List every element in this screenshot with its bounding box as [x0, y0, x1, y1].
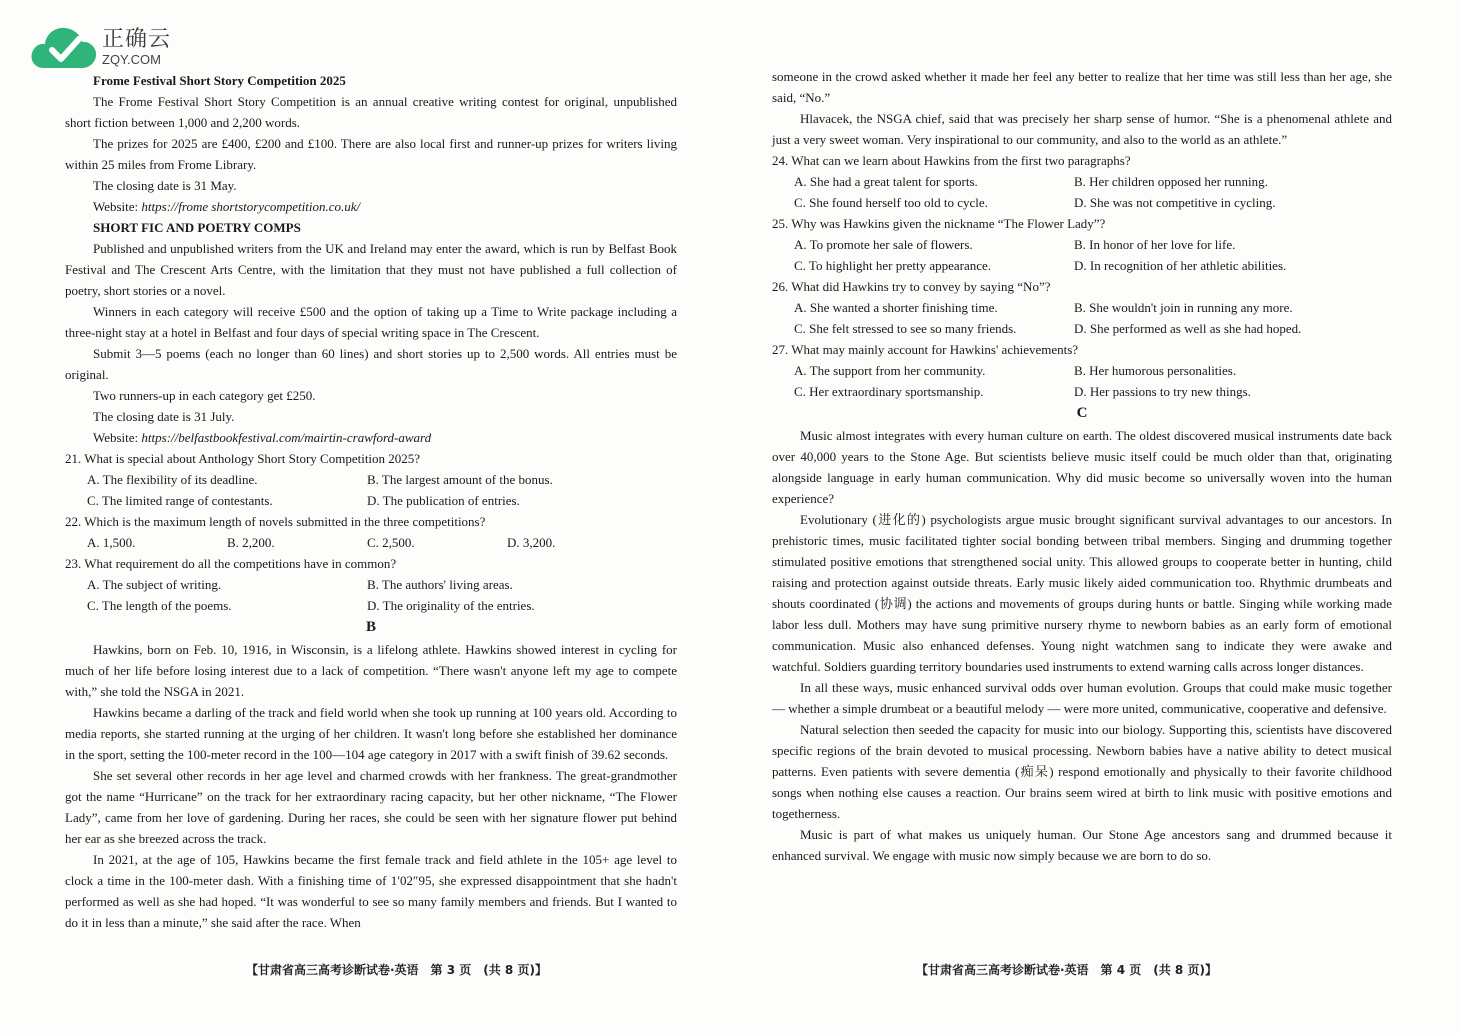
option: A. 1,500. [87, 535, 136, 550]
frome-paragraph: The Frome Festival Short Story Competition is an annual creative writing contest for original, unpublished short fiction between 1,000 and 2,200 words. [65, 94, 677, 130]
frome-url: https://frome shortstorycompetition.co.uk/ [141, 199, 361, 214]
question-25-options [772, 234, 1392, 276]
option: C. The length of the poems. [87, 598, 232, 613]
option: A. The support from her community. [794, 363, 986, 378]
option: B. She wouldn't join in running any more. [1074, 300, 1293, 315]
question-25: 25. Why was Hawkins given the nickname “The Flower Lady”? [772, 216, 1106, 231]
option: D. The publication of entries. [367, 493, 520, 508]
option: C. She felt stressed to see so many friends. [794, 321, 1017, 336]
option: C. She found herself too old to cycle. [794, 195, 988, 210]
passage-b-paragraph: She set several other records in her age level and charmed crowds with her frankness. The great-grandmother got the name “Hurricane” on the track for her extraordinary racing capacity, but her other nickname, “The Flower Lady”, came from her love of gardening. During her races, she could be seen with her signature flower put behind her ear as she breezed across the track. [65, 768, 677, 846]
logo-sub-text: ZQY.COM [102, 51, 161, 67]
section-b-heading: B [365, 619, 376, 635]
frome-paragraph: The prizes for 2025 are £400, £200 and £100. There are also local first and runner-up prizes for writers living within 25 miles from Frome Library. [65, 136, 677, 172]
option: A. To promote her sale of flowers. [794, 237, 973, 252]
frome-website [65, 196, 677, 217]
short-fic-paragraph: Winners in each category will receive £500 and the option of taking up a Time to Write package including a three-night stay at a hotel in Belfast and four days of special writing space in The Crescent. [65, 304, 677, 340]
short-fic-paragraph: Submit 3—5 poems (each no longer than 60 lines) and short stories up to 2,500 words. All entries must be original. [65, 346, 677, 382]
passage-c-paragraph: Evolutionary (进化的) psychologists argue music brought significant survival advantages to our ancestors. In prehistoric times, music facilitated tighter social bonding between tribal members. Singing and drumming together stimulated positive emotions that strengthened social unity. This allowed groups to cooperate better in hunting, child raising and protection against outside threats. Early music likely aided communication too. Rhythmic drumbeats and shouts coordinated (协调) the actions and movements of groups during hunts or battle. Singing while working made labor less dull. Mothers may have sung primitive nursery rhyme to newborn babies as an early form of emotional communication. Music also enhanced defenses. Young night watchmen sang to indicate they were awake and watchful. Soldiers guarding territory boundaries used instruments to extend warning calls across longer distances. [772, 512, 1392, 674]
short-fic-url: https://belfastbookfestival.com/mairtin-crawford-award [141, 430, 432, 445]
passage-c-paragraph: Music almost integrates with every human culture on earth. The oldest discovered musical instruments date back over 40,000 years to the Stone Age. But scientists believe music itself could be much older than that, originating alongside language in early human communication. Why did music become so universally woven into the human experience? [772, 428, 1392, 506]
option: C. To highlight her pretty appearance. [794, 258, 992, 273]
option: A. The subject of writing. [87, 577, 222, 592]
option: D. She was not competitive in cycling. [1074, 195, 1276, 210]
passage-c-paragraph: Natural selection then seeded the capacity for music into our biology. Supporting this, scientists have discovered specific regions of the brain devoted to musical processing. Newborn babies have a native ability to detect musical patterns. Even patients with severe dementia (痴呆) respond emotionally and physically to their favorite childhood songs when nothing else causes a reaction. Our brains seem wired at birth to link music with positive emotions and togetherness. [772, 722, 1392, 821]
cloud-check-icon [30, 22, 98, 72]
passage-b-paragraph: Hawkins, born on Feb. 10, 1916, in Wisconsin, is a lifelong athlete. Hawkins showed interest in cycling for much of her life before losing interest due to a lack of competition. “There wasn't anyone left my age to compete with,” she told the NSGA in 2021. [65, 642, 677, 699]
question-22-options [65, 532, 677, 553]
page-footer-left: 【甘肃省高三高考诊断试卷·英语 第 3 页 (共 8 页)】 [246, 963, 547, 977]
option: A. She had a great talent for sports. [794, 174, 978, 189]
page-footer-right: 【甘肃省高三高考诊断试卷·英语 第 4 页 (共 8 页)】 [916, 963, 1217, 977]
option: C. The limited range of contestants. [87, 493, 273, 508]
frome-title: Frome Festival Short Story Competition 2025 [93, 73, 346, 88]
option: B. The authors' living areas. [367, 577, 513, 592]
question-26-options [772, 297, 1392, 339]
question-21-options [65, 469, 677, 511]
question-24-options [772, 171, 1392, 213]
option: D. The originality of the entries. [367, 598, 535, 613]
passage-b-paragraph: In 2021, at the age of 105, Hawkins became the first female track and field athlete in the 105+ age level to clock a time in the 100-meter dash. With a finishing time of 1′02″95, she expressed disappointment that she hadn't performed as well as she had hoped. “It was wonderful to see so many family members and friends. But I wanted to do it in less than a minute,” she said after the race. When [65, 852, 677, 930]
short-fic-paragraph: Published and unpublished writers from the UK and Ireland may enter the award, which is run by Belfast Book Festival and The Crescent Arts Centre, with the limitation that they must not have published a full collection of poetry, short stories or a novel. [65, 241, 677, 298]
option: A. She wanted a shorter finishing time. [794, 300, 998, 315]
question-22: 22. Which is the maximum length of novels submitted in the three competitions? [65, 514, 486, 529]
left-page [65, 70, 677, 933]
passage-b-paragraph: Hawkins became a darling of the track and field world when she took up running at 100 years old. According to media reports, she started running at the urging of her children. It wasn't long before she established her dominance in the sport, setting the 100-meter record in the 100—104 age category in 2017 with a swift finish of 39.62 seconds. [65, 705, 677, 762]
question-21: 21. What is special about Anthology Short Story Competition 2025? [65, 451, 421, 466]
option: D. She performed as well as she had hoped. [1074, 321, 1302, 336]
question-27-options [772, 360, 1392, 402]
passage-c-paragraph: In all these ways, music enhanced survival odds over human evolution. Groups that could make music together — whether a simple drumbeat or a beautiful melody — were more united, communicative, cooperative and defensive. [772, 680, 1392, 716]
frome-paragraph: The closing date is 31 May. [93, 178, 237, 193]
short-fic-title: SHORT FIC AND POETRY COMPS [93, 220, 301, 235]
option: A. The flexibility of its deadline. [87, 472, 258, 487]
website-label: Website: [93, 199, 142, 214]
short-fic-paragraph: The closing date is 31 July. [93, 409, 235, 424]
website-label: Website: [93, 430, 142, 445]
question-27: 27. What may mainly account for Hawkins' achievements? [772, 342, 1079, 357]
option: C. Her extraordinary sportsmanship. [794, 384, 984, 399]
option: B. Her children opposed her running. [1074, 174, 1268, 189]
question-23: 23. What requirement do all the competitions have in common? [65, 556, 397, 571]
option: C. 2,500. [367, 535, 415, 550]
question-24: 24. What can we learn about Hawkins from the first two paragraphs? [772, 153, 1131, 168]
short-fic-website [65, 427, 677, 448]
passage-b-paragraph: someone in the crowd asked whether it made her feel any better to realize that her time was still less than her age, she said, “No.” [772, 69, 1392, 105]
section-c-heading: C [1076, 405, 1088, 421]
option: B. Her humorous personalities. [1074, 363, 1237, 378]
option: B. In honor of her love for life. [1074, 237, 1236, 252]
option: D. 3,200. [507, 535, 556, 550]
question-23-options [65, 574, 677, 616]
option: D. Her passions to try new things. [1074, 384, 1251, 399]
short-fic-paragraph: Two runners-up in each category get £250. [93, 388, 316, 403]
logo-main-text: 正确云 [102, 26, 172, 52]
passage-b-paragraph: Hlavacek, the NSGA chief, said that was precisely her sharp sense of humor. “She is a phenomenal athlete and just a very sweet woman. Very inspirational to our community, and also to the world as an athlete.” [772, 111, 1392, 147]
right-page [772, 66, 1392, 866]
option: B. 2,200. [227, 535, 275, 550]
question-26: 26. What did Hawkins try to convey by saying “No”? [772, 279, 1051, 294]
option: D. In recognition of her athletic abilities. [1074, 258, 1287, 273]
passage-c-paragraph: Music is part of what makes us uniquely human. Our Stone Age ancestors sang and drummed because it enhanced survival. We engage with music now simply because we are born to do so. [772, 827, 1392, 863]
logo [30, 22, 171, 72]
option: B. The largest amount of the bonus. [367, 472, 553, 487]
